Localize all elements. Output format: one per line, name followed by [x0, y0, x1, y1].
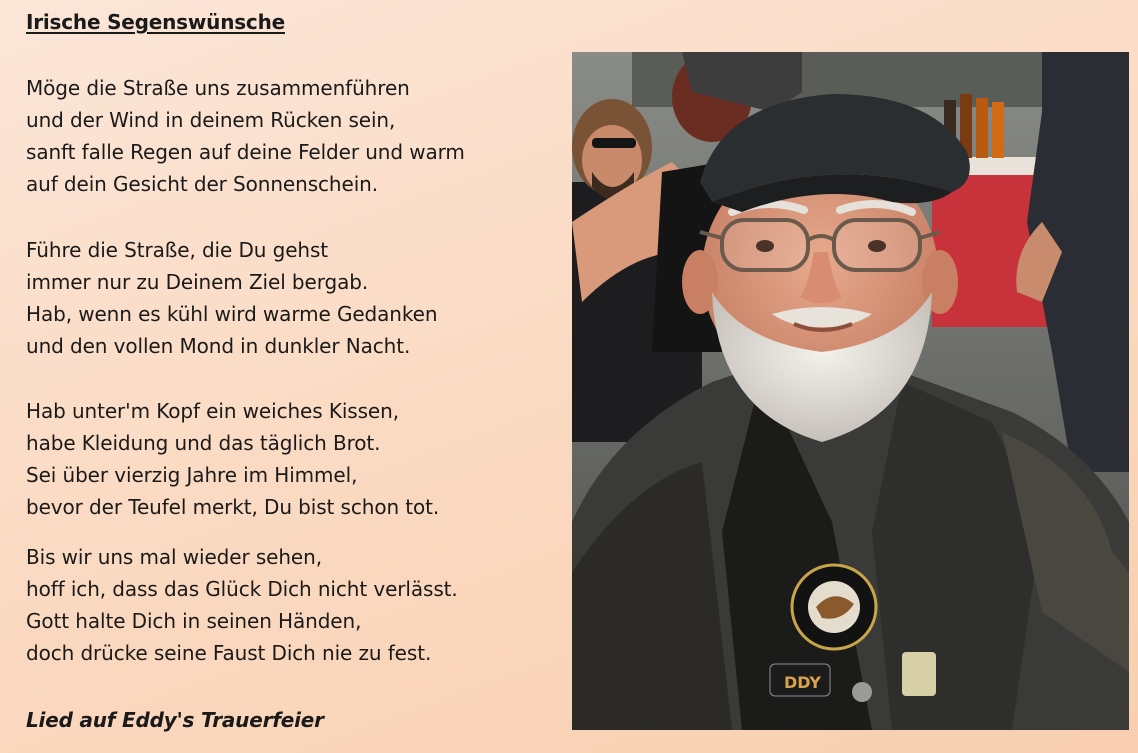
- poem-stanza: [26, 234, 437, 362]
- poem-line: Hab, wenn es kühl wird warme Gedanken: [26, 302, 438, 326]
- vest-patch-eagle: [792, 565, 876, 649]
- poem-stanza: [26, 541, 458, 669]
- poem-line: auf dein Gesicht der Sonnenschein.: [26, 172, 379, 196]
- poem-line: immer nur zu Deinem Ziel bergab.: [26, 270, 369, 294]
- poem-line: Bis wir uns mal wieder sehen,: [26, 545, 322, 569]
- poem-line: Hab unter'm Kopf ein weiches Kissen,: [26, 399, 399, 423]
- poem-line: Gott halte Dich in seinen Händen,: [26, 609, 362, 633]
- poem-line: sanft falle Regen auf deine Felder und warm: [26, 140, 465, 164]
- poem-title: Irische Segenswünsche: [26, 10, 285, 34]
- footer-caption: Lied auf Eddy's Trauerfeier: [26, 708, 324, 732]
- portrait-photo: [572, 52, 1129, 730]
- poem-line: Führe die Straße, die Du gehst: [26, 238, 329, 262]
- poem-line: und der Wind in deinem Rücken sein,: [26, 108, 396, 132]
- poem-stanza: [26, 72, 465, 200]
- poem-line: Sei über vierzig Jahre im Himmel,: [26, 463, 358, 487]
- poem-line: Möge die Straße uns zusammenführen: [26, 76, 410, 100]
- poem-line: bevor der Teufel merkt, Du bist schon tot.: [26, 495, 440, 519]
- poem-line: habe Kleidung und das täglich Brot.: [26, 431, 381, 455]
- portrait-illustration: [572, 52, 1129, 730]
- poem-line: doch drücke seine Faust Dich nie zu fest.: [26, 641, 432, 665]
- poem-line: hoff ich, dass das Glück Dich nicht verlässt.: [26, 577, 458, 601]
- poem-line: und den vollen Mond in dunkler Nacht.: [26, 334, 411, 358]
- vest-name-patch: DDY: [784, 673, 821, 692]
- poem-stanza: [26, 395, 439, 523]
